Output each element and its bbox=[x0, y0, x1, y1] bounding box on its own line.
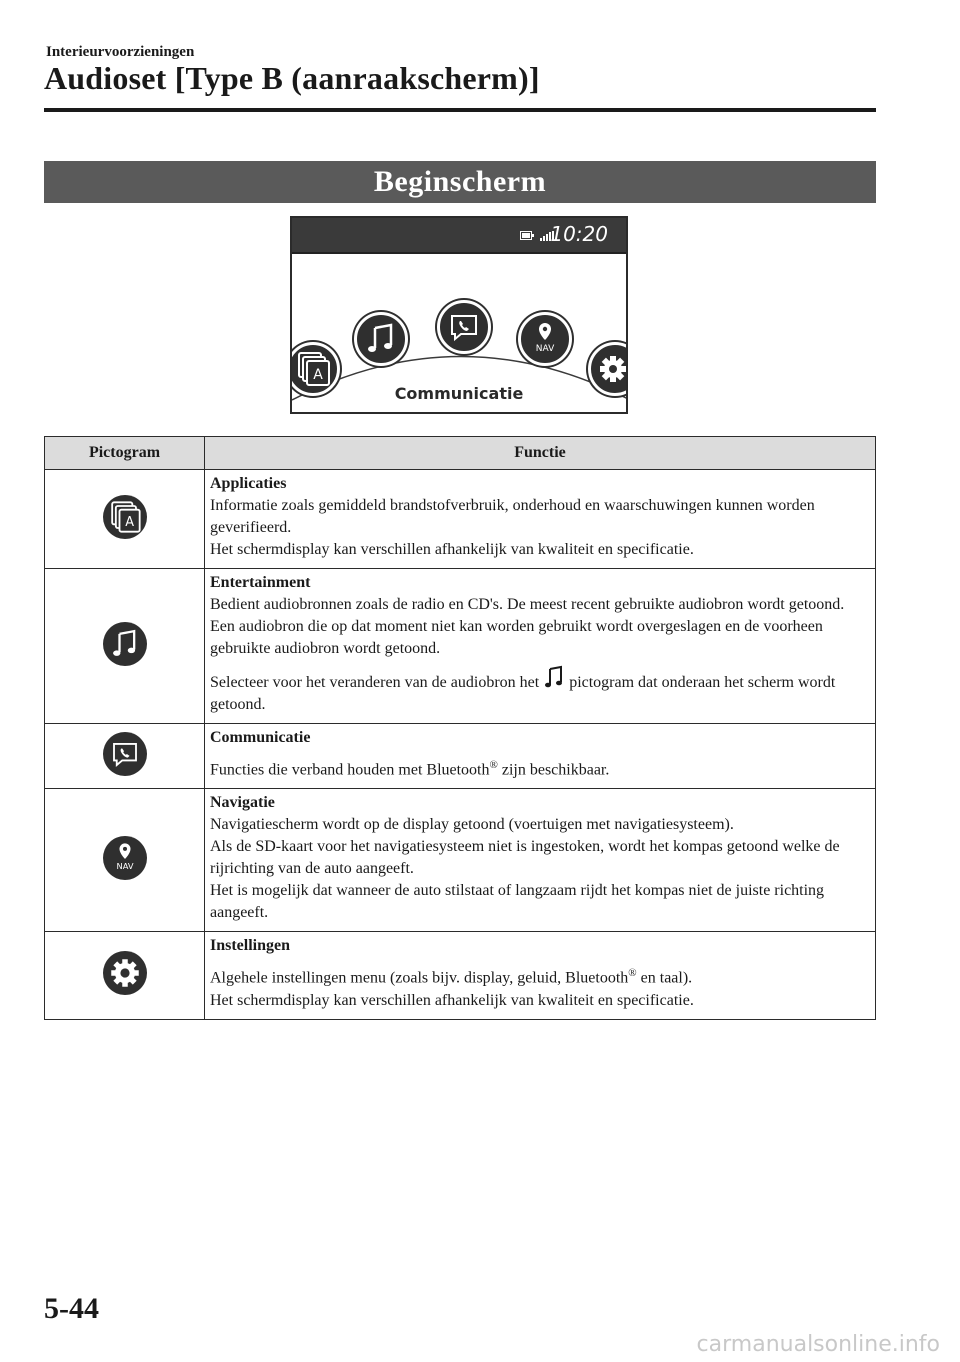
table-header-row bbox=[45, 437, 876, 470]
watermark: carmanualsonline.info bbox=[696, 1332, 940, 1357]
note-text: Selecteer voor het veranderen van de audiobron het bbox=[210, 674, 540, 691]
music-note-icon bbox=[545, 665, 563, 689]
row-text: Als de SD-kaart voor het navigatiesysteem niet is ingestoken, wordt het kompas getoond welke de rijrichting van de auto aangeeft. bbox=[210, 838, 840, 878]
row-text: Het schermdisplay kan verschillen afhankelijk van kwaliteit en specificatie. bbox=[210, 991, 694, 1009]
focused-label: Communicatie bbox=[394, 384, 524, 403]
row-text: Functies die verband houden met Bluetooth® zijn beschikbaar. bbox=[210, 759, 610, 779]
svg-text:A: A bbox=[313, 367, 323, 383]
row-title: Applicaties bbox=[210, 475, 287, 492]
svg-text:NAV: NAV bbox=[116, 860, 133, 871]
row-title: Instellingen bbox=[210, 937, 291, 955]
row-text: Informatie zoals gemiddeld brandstofverbruik, onderhoud en waarschuwingen kunnen worden geverifieerd. bbox=[210, 497, 815, 536]
header-functie: Functie bbox=[205, 437, 876, 470]
svg-text:NAV: NAV bbox=[535, 344, 555, 354]
svg-text:A: A bbox=[124, 514, 134, 530]
row-text: Het is mogelijk dat wanneer de auto stilstaat of langzaam rijdt het kompas niet de juiste richting aangeeft. bbox=[210, 882, 825, 922]
icon-cell bbox=[45, 932, 205, 1019]
communication-button[interactable] bbox=[437, 300, 491, 354]
row-note bbox=[210, 665, 869, 716]
table-row bbox=[45, 789, 876, 932]
table-row bbox=[45, 724, 876, 789]
navigation-button[interactable] bbox=[518, 312, 572, 366]
communication-icon bbox=[103, 732, 147, 776]
row-title: Navigatie bbox=[210, 794, 275, 812]
row-title: Entertainment bbox=[210, 574, 311, 591]
navigation-icon bbox=[521, 315, 569, 363]
header-pictogram: Pictogram bbox=[45, 437, 205, 470]
row-text: Bedient audiobronnen zoals de radio en CD's. De meest recent gebruikte audiobron wordt getoond. Een audiobron die op dat moment niet kan worden gebruikt wordt overgeslagen en de voorheen gebruikte audiobron wordt getoond. bbox=[210, 596, 845, 657]
section-label: Interieurvoorzieningen bbox=[46, 44, 195, 60]
section-banner: Beginscherm bbox=[44, 161, 876, 203]
icon-cell bbox=[45, 789, 205, 932]
description-cell bbox=[205, 932, 876, 1019]
description-cell bbox=[205, 569, 876, 724]
music-note-icon bbox=[357, 315, 405, 363]
function-table bbox=[44, 436, 876, 1020]
music-note-icon bbox=[103, 622, 147, 666]
table-row bbox=[45, 569, 876, 724]
chapter-rule bbox=[44, 108, 876, 112]
icon-cell bbox=[45, 470, 205, 569]
description-cell bbox=[205, 470, 876, 569]
note-text: pictogram dat onderaan het scherm wordt getoond. bbox=[210, 674, 836, 713]
row-text: Het schermdisplay kan verschillen afhankelijk van kwaliteit en specificatie. bbox=[210, 541, 694, 558]
row-title: Communicatie bbox=[210, 729, 311, 746]
navigation-icon bbox=[103, 836, 147, 880]
row-text: Navigatiescherm wordt op de display getoond (voertuigen met navigatiesysteem). bbox=[210, 816, 734, 834]
clock: 10:20 bbox=[550, 222, 608, 246]
description-cell bbox=[205, 724, 876, 789]
description-cell bbox=[205, 789, 876, 932]
table-row bbox=[45, 932, 876, 1019]
settings-gear-icon bbox=[103, 951, 147, 995]
icon-cell bbox=[45, 724, 205, 789]
home-screen-illustration bbox=[290, 216, 628, 414]
communication-icon bbox=[440, 303, 488, 351]
applications-icon bbox=[103, 495, 147, 539]
row-text: Algehele instellingen menu (zoals bijv. display, geluid, Bluetooth® en taal). bbox=[210, 967, 693, 987]
chapter-title: Audioset [Type B (aanraakscherm)] bbox=[44, 60, 540, 96]
icon-cell bbox=[45, 569, 205, 724]
entertainment-button[interactable] bbox=[354, 312, 408, 366]
page-number: 5-44 bbox=[44, 1292, 99, 1325]
table-row bbox=[45, 470, 876, 569]
